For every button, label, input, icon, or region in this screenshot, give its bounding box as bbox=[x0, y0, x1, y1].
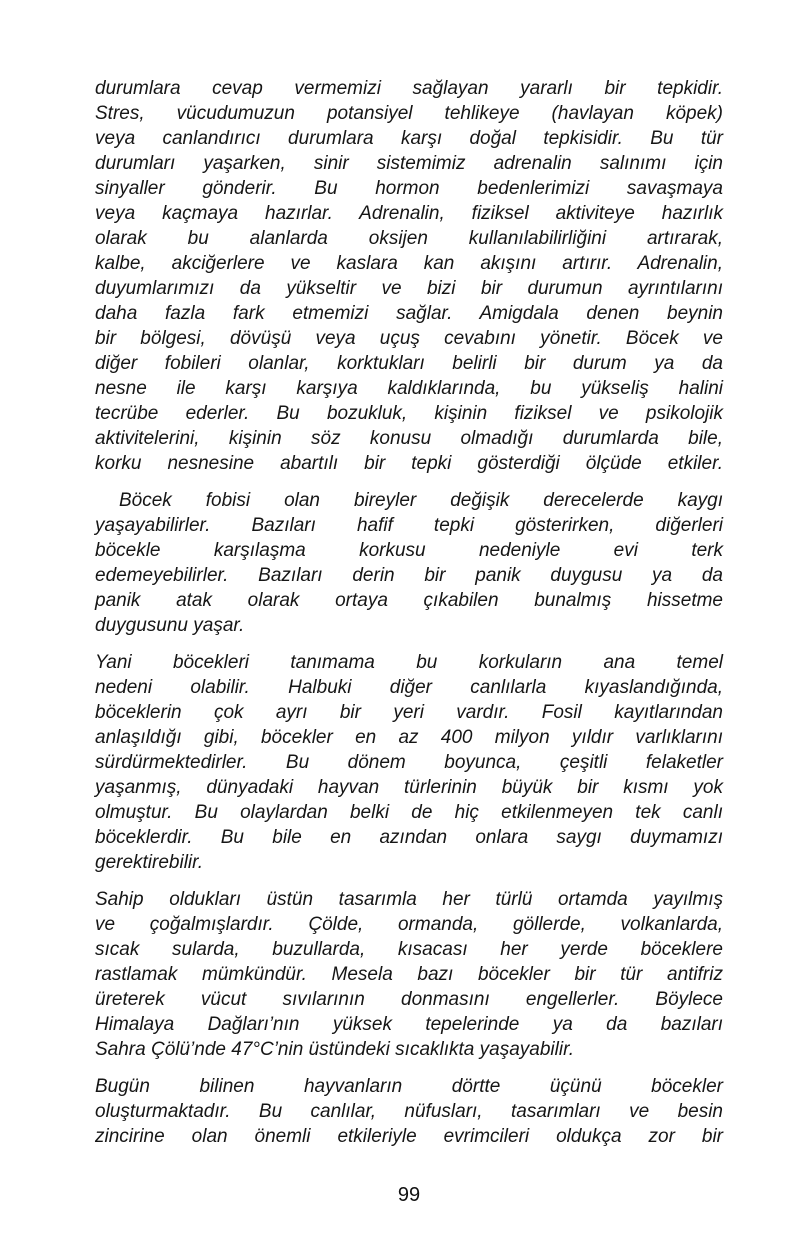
paragraph bbox=[95, 488, 723, 638]
text-line: aktivitelerini, kişinin söz konusu olmadığı durumlarda bile, bbox=[95, 428, 723, 449]
text-line: Himalaya Dağları’nın yüksek tepelerinde ya da bazıları bbox=[95, 1014, 723, 1035]
text-line: sürdürmektedirler. Bu dönem boyunca, çeşitli felaketler bbox=[95, 752, 723, 773]
text-line: sıcak sularda, buzullarda, kısacası her yerde böceklere bbox=[95, 939, 723, 960]
text-line: Stres, vücudumuzun potansiyel tehlikeye (havlayan köpek) bbox=[95, 103, 723, 124]
text-line: anlaşıldığı gibi, böcekler en az 400 milyon yıldır varlıklarını bbox=[95, 727, 723, 748]
text-line: nedeni olabilir. Halbuki diğer canlılarla kıyaslandığında, bbox=[95, 677, 723, 698]
text-line: rastlamak mümkündür. Mesela bazı böcekler bir tür antifriz bbox=[95, 964, 723, 985]
text-line: korku nesnesine abartılı bir tepki gösterdiği ölçüde etkiler. bbox=[95, 453, 723, 474]
text-line: kalbe, akciğerlere ve kaslara kan akışını artırır. Adrenalin, bbox=[95, 253, 723, 274]
text-line: sinyaller gönderir. Bu hormon bedenlerimizi savaşmaya bbox=[95, 178, 723, 199]
page-text bbox=[95, 76, 723, 1161]
text-line: panik atak olarak ortaya çıkabilen bunalmış hissetme bbox=[95, 590, 723, 611]
text-line: duyumlarımızı da yükseltir ve bizi bir durumun ayrıntılarını bbox=[95, 278, 723, 299]
text-line: gerektirebilir. bbox=[95, 852, 204, 873]
text-line: durumlara cevap vermemizi sağlayan yararlı bir tepkidir. bbox=[95, 78, 723, 99]
text-line: Sahip oldukları üstün tasarımla her türlü ortamda yayılmış bbox=[95, 889, 723, 910]
text-line: zincirine olan önemli etkileriyle evrimcileri oldukça zor bir bbox=[95, 1126, 723, 1147]
text-line: daha fazla fark etmemizi sağlar. Amigdala denen beynin bbox=[95, 303, 723, 324]
text-line: yaşayabilirler. Bazıları hafif tepki gösterirken, diğerleri bbox=[95, 515, 723, 536]
text-line: böceklerdir. Bu bile en azından onlara saygı duymamızı bbox=[95, 827, 723, 848]
text-line: veya kaçmaya hazırlar. Adrenalin, fiziksel aktiviteye hazırlık bbox=[95, 203, 723, 224]
text-line: oluşturmaktadır. Bu canlılar, nüfusları, tasarımları ve besin bbox=[95, 1101, 723, 1122]
paragraph bbox=[95, 76, 723, 476]
text-line: bir bölgesi, dövüşü veya uçuş cevabını yönetir. Böcek ve bbox=[95, 328, 723, 349]
text-line: edemeyebilirler. Bazıları derin bir panik duygusu ya da bbox=[95, 565, 723, 586]
paragraph bbox=[95, 1074, 723, 1149]
paragraph bbox=[95, 887, 723, 1062]
text-line: veya canlandırıcı durumlara karşı doğal tepkisidir. Bu tür bbox=[95, 128, 723, 149]
page-number: 99 bbox=[397, 1184, 421, 1206]
text-line: duygusunu yaşar. bbox=[95, 615, 245, 636]
text-line: olmuştur. Bu olaylardan belki de hiç etkilenmeyen tek canlı bbox=[95, 802, 723, 823]
text-line: tecrübe ederler. Bu bozukluk, kişinin fiziksel ve psikolojik bbox=[95, 403, 723, 424]
text-line: diğer fobileri olanlar, korktukları belirli bir durum ya da bbox=[95, 353, 723, 374]
text-line: Yani böcekleri tanımama bu korkuların ana temel bbox=[95, 652, 723, 673]
text-line: Bugün bilinen hayvanların dörtte üçünü böcekler bbox=[95, 1076, 723, 1097]
text-line: nesne ile karşı karşıya kaldıklarında, bu yükseliş halini bbox=[95, 378, 723, 399]
text-line: böceklerin çok ayrı bir yeri vardır. Fosil kayıtlarından bbox=[95, 702, 723, 723]
text-line: böcekle karşılaşma korkusu nedeniyle evi terk bbox=[95, 540, 723, 561]
paragraph bbox=[95, 650, 723, 875]
text-line: yaşanmış, dünyadaki hayvan türlerinin büyük bir kısmı yok bbox=[95, 777, 723, 798]
text-line: durumları yaşarken, sinir sistemimiz adrenalin salınımı için bbox=[95, 153, 723, 174]
text-line: olarak bu alanlarda oksijen kullanılabilirliğini artırarak, bbox=[95, 228, 723, 249]
text-line: ve çoğalmışlardır. Çölde, ormanda, göllerde, volkanlarda, bbox=[95, 914, 723, 935]
text-line: üreterek vücut sıvılarının donmasını engellerler. Böylece bbox=[95, 989, 723, 1010]
text-line: Sahra Çölü’nde 47°C’nin üstündeki sıcaklıkta yaşayabilir. bbox=[95, 1039, 574, 1060]
text-line: Böcek fobisi olan bireyler değişik derecelerde kaygı bbox=[119, 490, 723, 511]
